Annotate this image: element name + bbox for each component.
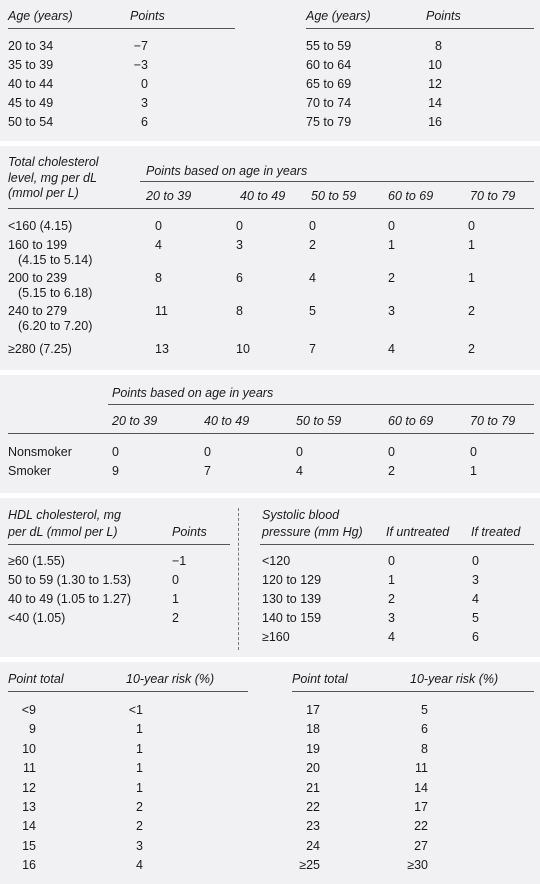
cholesterol-age-column-header: 70 to 79	[470, 189, 516, 203]
risk-header-rule-right	[292, 691, 534, 692]
point-total-header-left: Point total	[8, 672, 64, 686]
ten-year-risk-cell: 2	[136, 800, 143, 814]
age-header-rule-right	[306, 28, 534, 29]
point-total-cell: 11	[23, 761, 36, 776]
point-total-cell: 12	[22, 780, 36, 795]
cholesterol-points-cell: 1	[388, 238, 395, 252]
section-divider	[0, 141, 540, 146]
age-points-cell: 0	[141, 77, 148, 91]
hdl-points-cell: 0	[172, 573, 179, 587]
ten-year-risk-cell: ≥30	[407, 858, 428, 873]
bp-treated-points-cell: 5	[472, 611, 479, 625]
hdl-level-cell: <40 (1.05)	[8, 611, 66, 625]
bp-untreated-points-cell: 0	[388, 554, 395, 568]
age-points-cell: 8	[435, 39, 442, 53]
ten-year-risk-cell: 11	[415, 761, 428, 776]
risk-header-rule-left	[8, 691, 248, 692]
smoking-header-rule	[8, 433, 534, 434]
cholesterol-points-cell: 7	[309, 342, 316, 356]
cholesterol-points-cell: 10	[236, 342, 250, 356]
cholesterol-group-header: Points based on age in years	[146, 164, 308, 178]
hdl-points-cell: 2	[172, 611, 179, 625]
hdl-points-header: Points	[172, 525, 207, 539]
ten-year-risk-cell: 2	[136, 819, 143, 834]
cholesterol-mmol-cell: (6.20 to 7.20)	[18, 319, 93, 333]
cholesterol-points-cell: 1	[468, 271, 475, 285]
age-range-cell: 70 to 74	[306, 96, 352, 110]
bp-range-cell: 120 to 129	[262, 573, 322, 587]
cholesterol-mmol-cell: (5.15 to 6.18)	[18, 286, 93, 300]
cholesterol-header-rule	[8, 208, 534, 209]
point-total-cell: 14	[22, 819, 36, 834]
bp-untreated-points-cell: 2	[388, 592, 395, 606]
age-header-rule-left	[8, 28, 235, 29]
hdl-points-cell: −1	[172, 554, 187, 568]
points-header-right: Points	[426, 9, 461, 23]
cholesterol-level-cell: ≥280 (7.25)	[8, 342, 72, 356]
bp-untreated-points-cell: 4	[388, 630, 395, 644]
cholesterol-points-cell: 0	[388, 219, 395, 233]
risk-header-right: 10-year risk (%)	[410, 672, 499, 686]
bp-treated-points-cell: 3	[472, 573, 479, 587]
cholesterol-points-cell: 0	[309, 219, 316, 233]
cholesterol-level-cell: 240 to 279	[8, 304, 68, 318]
age-range-cell: 20 to 34	[8, 39, 54, 53]
cholesterol-points-cell: 6	[236, 271, 243, 285]
ten-year-risk-cell: 1	[136, 780, 143, 795]
cholesterol-points-cell: 4	[388, 342, 395, 356]
cholesterol-level-cell: <160 (4.15)	[8, 219, 73, 233]
smoking-points-cell: 0	[112, 445, 119, 459]
smoking-points-cell: 7	[204, 464, 211, 478]
bp-range-cell: 140 to 159	[262, 611, 322, 625]
age-range-cell: 65 to 69	[306, 77, 352, 91]
ten-year-risk-cell: 1	[136, 741, 143, 756]
cholesterol-points-cell: 2	[309, 238, 316, 252]
cholesterol-mmol-cell: (4.15 to 5.14)	[18, 253, 93, 267]
bp-treated-header: If treated	[471, 525, 521, 539]
point-total-cell: 22	[306, 800, 320, 814]
cholesterol-age-column-header: 20 to 39	[146, 189, 192, 203]
hdl-level-cell: 40 to 49 (1.05 to 1.27)	[8, 592, 132, 606]
smoking-age-column-header: 70 to 79	[470, 414, 516, 428]
point-total-cell: 17	[306, 703, 320, 717]
ten-year-risk-cell: 8	[421, 741, 428, 756]
age-points-cell: −3	[133, 58, 148, 72]
cholesterol-points-cell: 1	[468, 238, 475, 252]
point-total-cell: <9	[21, 703, 36, 717]
age-points-cell: 14	[428, 96, 442, 110]
section-divider	[0, 370, 540, 375]
point-total-cell: 15	[22, 838, 36, 853]
cholesterol-points-cell: 3	[388, 304, 395, 318]
cholesterol-points-cell: 3	[236, 238, 243, 252]
smoking-points-cell: 0	[470, 445, 477, 459]
point-total-cell: 24	[306, 838, 320, 853]
hdl-header-line1: HDL cholesterol, mg	[8, 508, 122, 522]
bp-header-rule	[260, 544, 534, 545]
bp-untreated-points-cell: 3	[388, 611, 395, 625]
age-range-cell: 75 to 79	[306, 115, 352, 129]
smoking-age-column-header: 60 to 69	[388, 414, 434, 428]
bp-untreated-points-cell: 1	[388, 573, 395, 587]
point-total-cell: 13	[22, 800, 36, 814]
point-total-cell: 10	[22, 741, 36, 756]
risk-header-left: 10-year risk (%)	[126, 672, 215, 686]
smoking-group-header: Points based on age in years	[112, 386, 274, 400]
bp-header-line1: Systolic blood	[262, 508, 340, 522]
point-total-cell: 19	[306, 741, 320, 756]
smoking-group-rule	[108, 404, 534, 405]
column-divider	[238, 508, 239, 650]
smoking-age-column-header: 40 to 49	[204, 414, 250, 428]
cholesterol-level-cell: 200 to 239	[8, 271, 68, 285]
age-points-cell: 12	[428, 77, 442, 91]
age-points-cell: 10	[428, 58, 442, 72]
ten-year-risk-cell: 17	[414, 800, 428, 814]
hdl-level-cell: ≥60 (1.55)	[8, 554, 65, 568]
age-header-right: Age (years)	[306, 9, 371, 23]
smoking-status-cell: Nonsmoker	[8, 445, 72, 459]
smoking-points-cell: 0	[204, 445, 211, 459]
cholesterol-points-cell: 4	[155, 238, 162, 252]
cholesterol-points-cell: 13	[155, 342, 169, 356]
hdl-points-cell: 1	[172, 592, 179, 606]
ten-year-risk-cell: 1	[136, 722, 143, 737]
cholesterol-group-rule	[140, 181, 534, 182]
points-header-left: Points	[130, 9, 165, 23]
bp-untreated-header: If untreated	[386, 525, 450, 539]
age-header-left: Age (years)	[8, 9, 73, 23]
cholesterol-age-column-header: 40 to 49	[240, 189, 286, 203]
bp-header-line2: pressure (mm Hg)	[262, 525, 363, 539]
ten-year-risk-cell: 5	[421, 703, 428, 717]
cholesterol-points-cell: 11	[155, 304, 168, 318]
bp-treated-points-cell: 4	[472, 592, 479, 606]
smoking-points-cell: 2	[388, 464, 395, 478]
age-range-cell: 35 to 39	[8, 58, 54, 72]
age-range-cell: 50 to 54	[8, 115, 54, 129]
age-points-cell: −7	[133, 39, 148, 53]
smoking-points-cell: 4	[296, 464, 303, 478]
hdl-level-cell: 50 to 59 (1.30 to 1.53)	[8, 573, 132, 587]
point-total-cell: ≥25	[299, 858, 320, 873]
ten-year-risk-cell: 4	[136, 858, 143, 873]
ten-year-risk-cell: 1	[136, 761, 143, 776]
smoking-points-cell: 0	[296, 445, 303, 459]
ten-year-risk-cell: 3	[136, 838, 143, 853]
point-total-cell: 23	[306, 819, 320, 834]
point-total-cell: 9	[29, 722, 36, 737]
age-points-cell: 16	[428, 115, 442, 129]
age-points-cell: 6	[141, 115, 148, 129]
ten-year-risk-cell: 22	[414, 819, 428, 834]
smoking-points-cell: 9	[112, 464, 119, 478]
cholesterol-age-column-header: 50 to 59	[311, 189, 357, 203]
age-points-cell: 3	[141, 96, 148, 110]
ten-year-risk-cell: 14	[414, 780, 428, 795]
bp-range-cell: <120	[262, 554, 291, 568]
section-divider	[0, 493, 540, 498]
smoking-points-cell: 0	[388, 445, 395, 459]
cholesterol-points-cell: 0	[236, 219, 243, 233]
cholesterol-points-cell: 2	[388, 271, 395, 285]
cholesterol-points-cell: 0	[155, 219, 162, 233]
point-total-header-right: Point total	[292, 672, 348, 686]
cholesterol-points-cell: 8	[236, 304, 243, 318]
cholesterol-points-cell: 0	[468, 219, 475, 233]
age-range-cell: 55 to 59	[306, 39, 352, 53]
age-range-cell: 40 to 44	[8, 77, 54, 91]
smoking-status-cell: Smoker	[8, 464, 52, 478]
point-total-cell: 16	[22, 858, 36, 873]
bp-range-cell: 130 to 139	[262, 592, 322, 606]
cholesterol-row-header: Total cholesterol level, mg per dL (mmol per L)	[8, 155, 99, 200]
hdl-header-rule	[8, 544, 230, 545]
bp-treated-points-cell: 6	[472, 630, 479, 644]
cholesterol-age-column-header: 60 to 69	[388, 189, 434, 203]
cholesterol-level-cell: 160 to 199	[8, 238, 68, 252]
section-divider	[0, 657, 540, 662]
cholesterol-points-cell: 5	[309, 304, 316, 318]
hdl-header-line2: per dL (mmol per L)	[8, 525, 118, 539]
ten-year-risk-cell: 27	[414, 838, 428, 853]
bp-range-cell: ≥160	[262, 630, 290, 644]
point-total-cell: 20	[306, 761, 320, 776]
cholesterol-points-cell: 4	[309, 271, 316, 285]
smoking-age-column-header: 50 to 59	[296, 414, 342, 428]
cholesterol-points-cell: 2	[468, 304, 475, 318]
smoking-points-cell: 1	[470, 464, 477, 478]
age-range-cell: 60 to 64	[306, 58, 352, 72]
cholesterol-points-cell: 2	[468, 342, 475, 356]
point-total-cell: 21	[306, 780, 320, 795]
cholesterol-points-cell: 8	[155, 271, 162, 285]
ten-year-risk-cell: <1	[128, 703, 143, 717]
ten-year-risk-cell: 6	[421, 722, 428, 737]
age-range-cell: 45 to 49	[8, 96, 54, 110]
bp-treated-points-cell: 0	[472, 554, 479, 568]
point-total-cell: 18	[306, 722, 320, 737]
smoking-age-column-header: 20 to 39	[112, 414, 158, 428]
